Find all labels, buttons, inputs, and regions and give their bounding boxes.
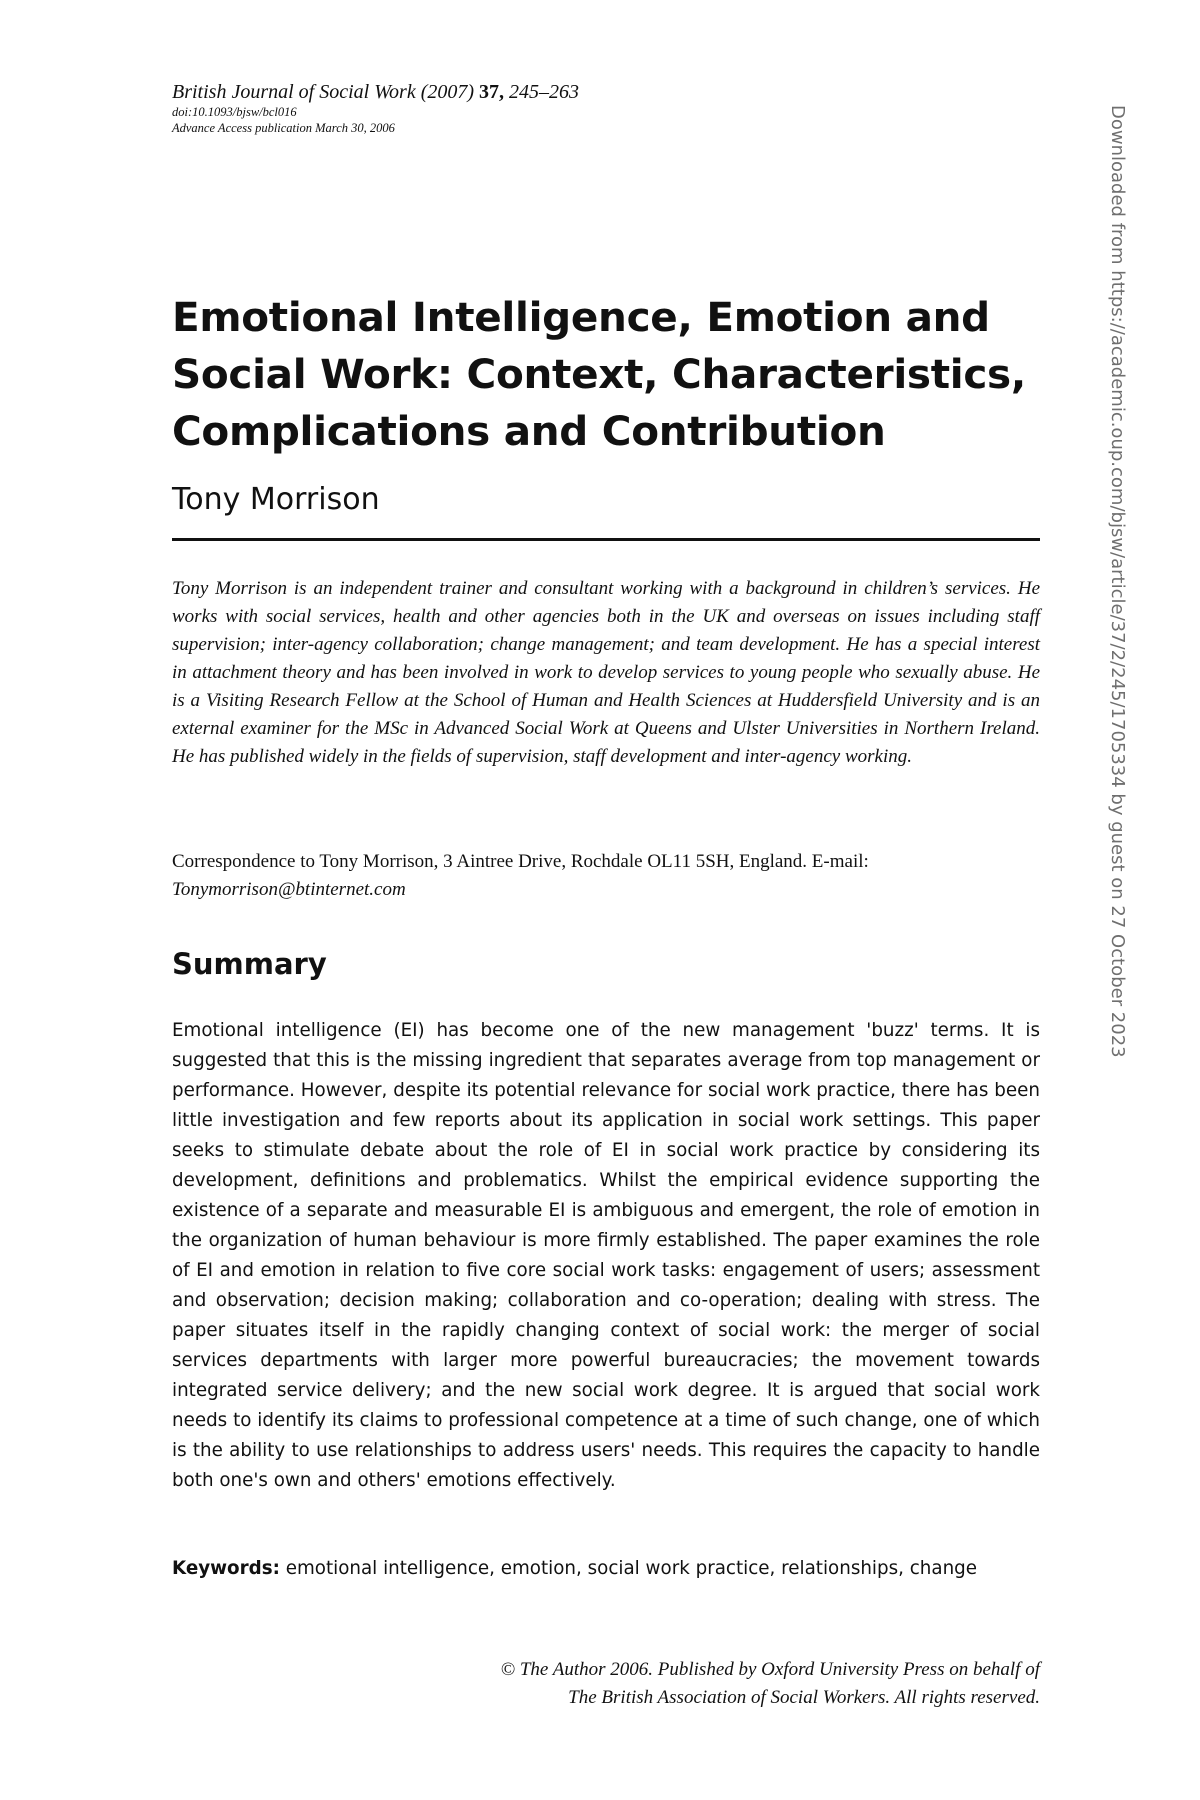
journal-year: (2007) <box>420 81 475 103</box>
title-line: Complications and Contribution <box>172 407 886 455</box>
correspondence-email: Tonymorrison@btinternet.com <box>172 879 406 900</box>
title-line: Emotional Intelligence, Emotion and <box>172 293 990 341</box>
doi: doi:10.1093/bjsw/bcl016 <box>172 105 297 119</box>
author-name: Tony Morrison <box>172 482 380 517</box>
copyright-line: © The Author 2006. Published by Oxford University Press on behalf of <box>500 1659 1040 1680</box>
article-title <box>172 289 1052 460</box>
author-bio: Tony Morrison is an independent trainer and consultant working with a background in children’s services. He works with social services, health and other agencies both in the UK and overseas on issues including staff supervision; inter-agency collaboration; change management; and team development. He has a special interest in attachment theory and has been involved in work to develop services to young people who sexually abuse. He is a Visiting Research Fellow at the School of Human and Health Sciences at Huddersfield University and is an external examiner for the MSc in Advanced Social Work at Queens and Ulster Universities in Northern Ireland. He has published widely in the fields of supervision, staff development and inter-agency working. <box>172 578 1040 767</box>
copyright-notice <box>501 1656 1040 1712</box>
journal-citation <box>172 80 579 104</box>
keywords <box>172 1554 1052 1584</box>
keywords-label: Keywords: <box>172 1558 280 1579</box>
summary-text: Emotional intelligence (EI) has become one of the new management 'buzz' terms. It is suggested that this is the missing ingredient that separates average from top management or performance. However, despite its potential relevance for social work practice, there has been little investigation and few reports about its application in social work settings. This paper seeks to stimulate debate about the role of EI in social work practice by considering its development, definitions and problematics. Whilst the empirical evidence supporting the existence of a separate and measurable EI is ambiguous and emergent, the role of emotion in the organization of human behaviour is more firmly established. The paper examines the role of EI and emotion in relation to five core social work tasks: engagement of users; assessment and observation; decision making; collaboration and co-operation; dealing with stress. The paper situates itself in the rapidly changing context of social work: the merger of social services departments with larger more powerful bureaucracies; the movement towards integrated service delivery; and the new social work degree. It is argued that social work needs to identify its claims to professional competence at a time of such change, one of which is the ability to use relationships to address users' needs. This requires the capacity to handle both one's own and others' emotions effectively. <box>172 1020 1040 1491</box>
journal-header <box>172 80 579 136</box>
keywords-list: emotional intelligence, emotion, social work practice, relationships, change <box>285 1558 978 1579</box>
advance-access-note: Advance Access publication March 30, 2006 <box>172 121 395 135</box>
title-line: Social Work: Context, Characteristics, <box>172 350 1026 398</box>
copyright-line: The British Association of Social Workers. All rights reserved. <box>568 1687 1040 1708</box>
journal-pages: 245–263 <box>509 81 580 103</box>
correspondence <box>172 848 1040 904</box>
download-watermark: Downloaded from https://academic.oup.com/bjsw/article/37/2/245/1705334 by guest on 27 October 2023 <box>1107 105 1128 1058</box>
journal-name: British Journal of Social Work <box>172 81 416 103</box>
title-divider <box>172 538 1040 541</box>
correspondence-address: Correspondence to Tony Morrison, 3 Aintree Drive, Rochdale OL11 5SH, England. E-mail: <box>172 851 869 872</box>
summary-heading: Summary <box>172 947 327 981</box>
journal-volume: 37, <box>479 81 505 103</box>
